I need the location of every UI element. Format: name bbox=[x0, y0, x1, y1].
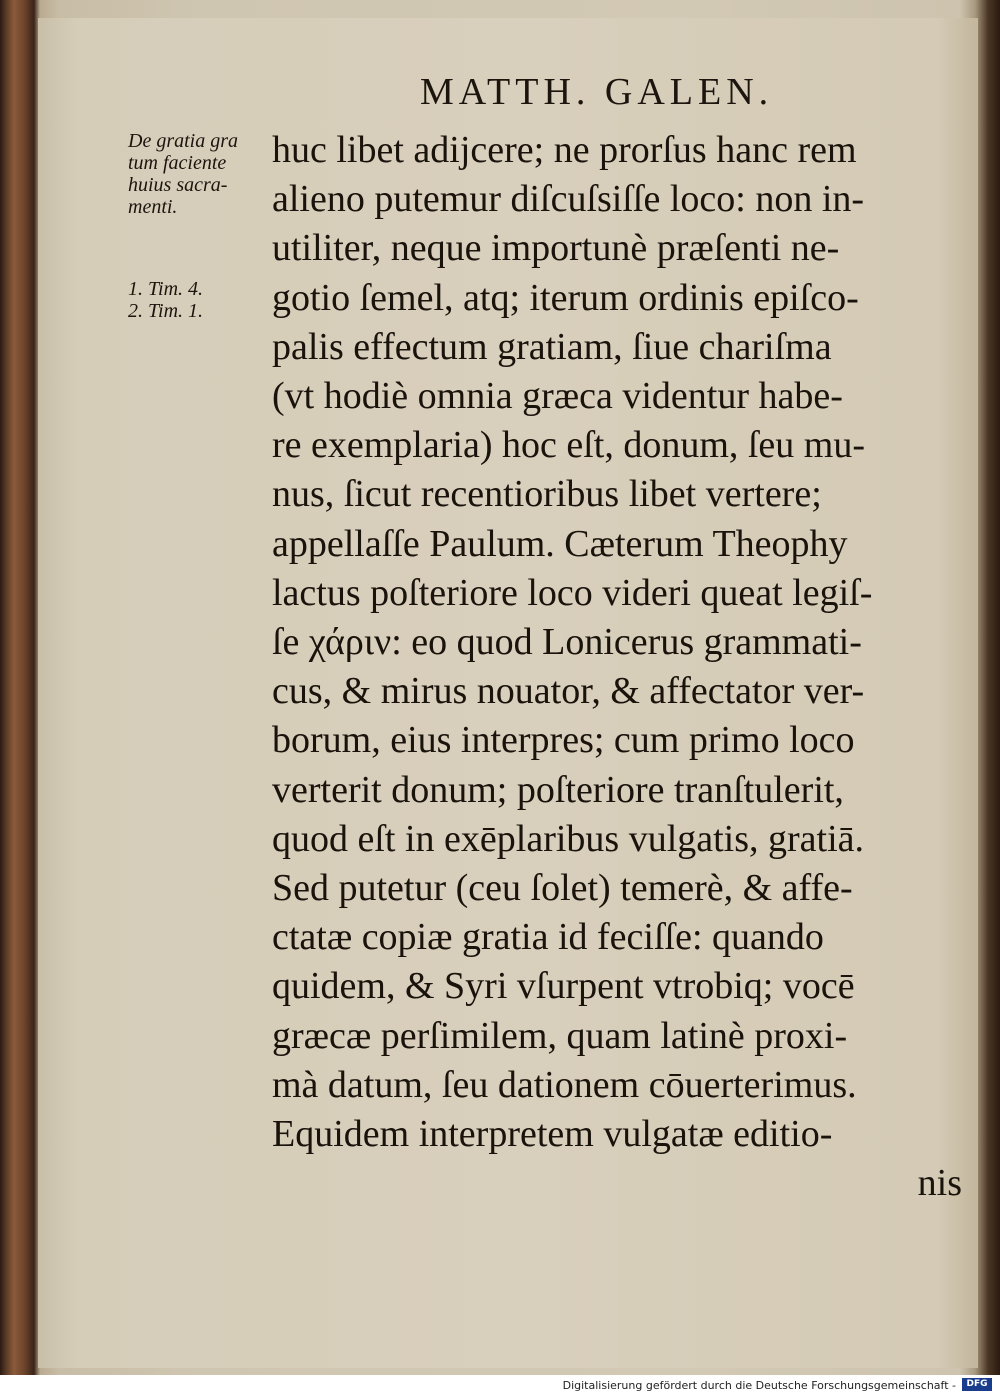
text-line: (vt hodiè omnia græca videntur habe- bbox=[272, 375, 843, 418]
text-line: mà datum, ſeu dationem cōuerterimus. bbox=[272, 1063, 857, 1106]
marginal-notes bbox=[128, 130, 268, 322]
text-line: ſe χάριν: eo quod Lonicerus grammati- bbox=[272, 621, 862, 664]
text-line: huc libet adijcere; ne prorſus hanc rem bbox=[272, 129, 857, 171]
text-line: re exemplaria) hoc eſt, donum, ſeu mu- bbox=[272, 424, 866, 467]
margin-note-line: 1. Tim. 4. bbox=[128, 278, 204, 300]
text-line: borum, eius interpres; cum primo loco bbox=[272, 719, 855, 762]
funding-notice: Digitalisierung gefördert durch die Deutsche Forschungsgemeinschaft - bbox=[562, 1379, 956, 1392]
text-line: cus, & mirus nouator, & affectator ver- bbox=[272, 670, 865, 713]
text-line: nus, ſicut recentioribus libet vertere; bbox=[272, 473, 822, 516]
running-header: MATTH. GALEN. bbox=[420, 71, 774, 113]
text-line: Equidem interpretem vulgatæ editio- bbox=[272, 1113, 833, 1156]
text-line: græcæ perſimilem, quam latinè proxi- bbox=[272, 1014, 848, 1057]
margin-note-line: De gratia gra bbox=[128, 130, 238, 152]
margin-note-line: menti. bbox=[128, 196, 178, 218]
text-line: quidem, & Syri vſurpent vtrobiq; vocē bbox=[272, 965, 855, 1008]
text-line: lactus poſteriore loco videri queat legiſ- bbox=[272, 571, 873, 614]
text-line: gotio ſemel, atq; iterum ordinis epiſco- bbox=[272, 276, 859, 319]
text-line: verterit donum; poſteriore tranſtulerit, bbox=[272, 768, 844, 811]
margin-note-references bbox=[128, 278, 268, 322]
text-line: Sed putetur (ceu ſolet) temerè, & affe- bbox=[272, 867, 853, 910]
catchword: nis bbox=[917, 1162, 962, 1205]
text-line: palis effectum gratiam, ſiue chariſma bbox=[272, 325, 832, 368]
dfg-logo: DFG bbox=[962, 1378, 992, 1391]
text-line: ctatæ copiæ gratia id feciſſe: quando bbox=[272, 916, 824, 959]
text-line: quod eſt in exēplaribus vulgatis, gratiā. bbox=[272, 817, 865, 860]
digitization-footer bbox=[0, 1375, 1000, 1395]
text-line: alieno putemur diſcuſsiſſe loco: non in- bbox=[272, 178, 865, 221]
body-text bbox=[272, 126, 972, 1208]
text-line: utiliter, neque importunè præſenti ne- bbox=[272, 227, 840, 270]
margin-note-line: tum faciente bbox=[128, 152, 227, 174]
text-line: appellaſſe Paulum. Cæterum Theophy bbox=[272, 522, 848, 565]
margin-note-line: huius sacra- bbox=[128, 174, 228, 196]
margin-note-gratia bbox=[128, 130, 268, 218]
margin-note-line: 2. Tim. 1. bbox=[128, 300, 204, 322]
